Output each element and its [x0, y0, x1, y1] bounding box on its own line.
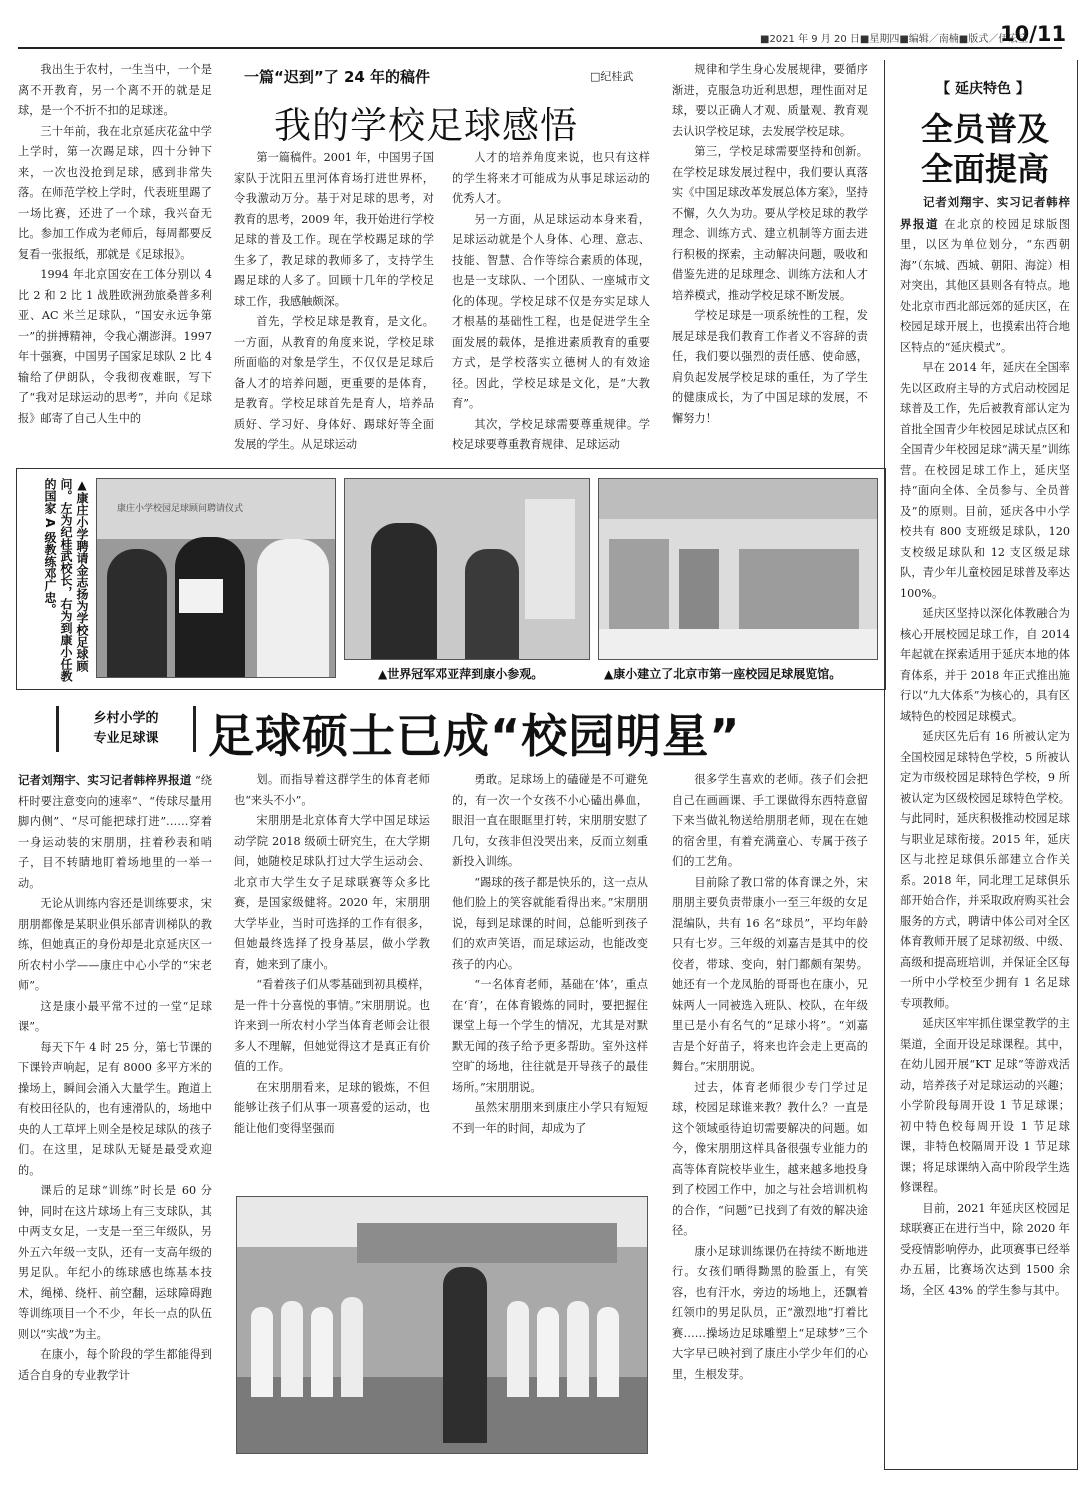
paragraph: 无论从训练内容还是训练要求，宋朋朋都像是某职业俱乐部青训梯队的教练，但她真正的身份却是北京延庆区一所农村小学——康庄中心小学的“宋老师”。: [18, 897, 212, 992]
paragraph: 延庆区坚持以深化体教融合为核心开展校园足球工作，自 2014 年起就在探索适用于延庆本地的体育体系，并于 2018 年正式推出施行以“九大体系”为核心的，具有区域特色的校园足球模式。: [900, 607, 1070, 723]
feature-bracket-line-1: 乡村小学的: [93, 711, 159, 726]
paragraph: 目前除了教口常的体育课之外，宋朋朋主要负责带康小一至三年级的女足混编队，共有 16 名“球员”，平均年龄只有七岁。三年级的刘嘉吉是其中的佼佼者，带球、变向，射门都颇有架势。她还有一个龙凤胎的哥哥也在康小，兄妹两人一同被选入班队、校队，在年级里已是小有名气的“足球小将”。“刘嘉吉是个好苗子，将来也许会走上更高的舞台。”宋朋朋说。: [672, 875, 868, 1073]
essay-col-1: [18, 60, 212, 458]
photo-visit: [344, 478, 590, 660]
paragraph: 延庆区先后有 16 所被认定为全国校园足球特色学校，5 所被认定为市级校园足球特色学校，9 所被认定为区级校园足球特色学校。与此同时，延庆积极推动校园足球与职业足球衔接。2015 年，延庆区与北控足球俱乐部建立合作关系。2018 年，同北理工足球俱乐部开始合作，并采取政府购买社会服务的方式，聘请中体公司对全区体育教师开展了足球初级、中级、高级和提高班培训，并保证全区每一所中小学校至少拥有 1 名足球专项教师。: [900, 730, 1070, 1010]
paragraph: “看着孩子们从零基础到初具模样，是一件十分喜悦的事情。”宋朋朋说。也许来到一所农村小学当体育老师会让很多人不理解，但她觉得这才是真正有价值的工作。: [234, 978, 430, 1073]
essay-col-4: [672, 60, 868, 458]
essay-title: 我的学校足球感悟: [274, 104, 578, 147]
caption-3: ▲康小建立了北京市第一座校园足球展览馆。: [604, 667, 842, 681]
feature-bracket: [56, 706, 196, 752]
paragraph: 康小足球训练课仍在持续不断地进行。女孩们晒得黝黑的脸蛋上，有笑容，也有汗水，旁边的场地上，还飘着红领巾的男足队员，正“激烈地”打着比赛……操场边足球雕塑上“足球梦”三个大字早已映衬到了康庄小学少年们的心里，生根发芽。: [672, 1244, 868, 1381]
paragraph: 第三，学校足球需要坚持和创新。在学校足球发展过程中，我们要认真落实《中国足球改革发展总体方案》，坚持不懈，久久为功。要从学校足球的教学理念、训练方式、建立机制等方面去进行积极的探索，主动解决问题，吸收和借鉴先进的足球理念、训练方法和人才培养模式，推动学校足球不断发展。: [672, 145, 868, 302]
paragraph: 在宋朋朋看来，足球的锻炼，不但能够让孩子们从事一项喜爱的运动，也能让他们变得坚强而: [234, 1080, 430, 1135]
paragraph: 虽然宋朋朋来到康庄小学只有短短不到一年的时间，却成为了: [452, 1101, 648, 1135]
paragraph: 其次，学校足球需要尊重规律。学校足球要尊重教育规律、足球运动: [452, 417, 650, 451]
feature-col-4: [672, 770, 868, 1460]
header-rule: [18, 47, 1062, 49]
paragraph: 我出生于农村，一生当中，一个是离不开教育，另一个离不开的就是足球，是一个不折不扣的足球迷。: [18, 63, 212, 117]
paragraph: 延庆区牢牢抓住课堂教学的主渠道，全面开设足球课程。其中，在幼儿园开展“KT 足球”等游戏活动，培养孩子对足球运动的兴趣；小学阶段每周开设 1 节足球课；初中特色校每周开设 1 节足球课，非特色校隔周开设 1 节足球课；将足球课纳入高中阶段学生选修课程。: [900, 1017, 1070, 1194]
paragraph: 早在 2014 年，延庆在全国率先以区政府主导的方式启动校园足球普及工作，先后被教育部认定为首批全国青少年校园足球试点区和全国青少年校园足球“满天星”训练营。在校园足球工作上，延庆坚持“面向全体、全员参与、全员普及”的原则。目前，延庆各中小学校共有 800 支班级足球队，120 支校级足球队和 12 支区级足球队，青少年儿童校园足球普及率达 100%。: [900, 361, 1070, 600]
paragraph: 过去，体育老师很少专门学过足球，校园足球谁来教？教什么？一直是这个领域亟待迫切需要解决的问题。如今，像宋朋朋这样具备很强专业能力的高等体育院校毕业生，越来越多地投身到了校园工作中，加之与社会培训机构的合作，“问题”已找到了有效的解决途径。: [672, 1080, 868, 1237]
feature-col-3: [452, 770, 648, 1192]
paragraph: 另一方面，从足球运动本身来看，足球运动就是个人身体、心理、意志、技能、智慧、合作等综合素质的体现，也是一支球队、一个团队、一座城市文化的体现。学校足球不仅是夯实足球人才根基的基础性工程，也是促进学生全面发展的载体，是推进素质教育的重要方式，是学校落实立德树人的有效途径。因此，学校足球是文化，是“大教育”。: [452, 212, 650, 410]
paragraph: 首先，学校足球是教育，是文化。一方面，从教育的角度来说，学校足球所面临的对象是学生，不仅仅是足球后备人才的培养问题，更重要的是体育，是教育。学校足球首先是育人，培养品质好、学习好、身体好、踢球好等全面发展的学生。从足球运动: [234, 315, 434, 451]
paragraph: 勇敢。足球场上的磕碰是不可避免的，有一次一个女孩不小心磕出鼻血，眼泪一直在眼眶里打转，宋朋朋安慰了几句，女孩非但没哭出来，反而立刻重新投入训练。: [452, 773, 648, 868]
paragraph: 每天下午 4 时 25 分，第七节课的下课铃声响起，足有 8000 多平方米的操场上，瞬间会涌入大量学生。跑道上有校田径队的，也有速滑队的，场地中央的人工草坪上则全是校足球队的孩子们。在这里，足球队无疑是最受欢迎的。: [18, 1040, 212, 1177]
feature-col-2: [234, 770, 430, 1192]
paragraph: 宋朋朋是北京体育大学中国足球运动学院 2018 级硕士研究生，在大学期间，她随校足球队打过大学生运动会、北京市大学生女子足球联赛等众多比赛，是国家级健将。2020 年，宋朋朋大学毕业，当时可选择的工作有很多，但她最终选择了投身基层，做小学教育，她来到了康小。: [234, 814, 430, 971]
paragraph: 1994 年北京国安在工体分别以 4 比 2 和 2 比 1 战胜欧洲劲旅桑普多利亚、AC 米兰足球队，“国安永远争第一”的拼搏精神，令我心潮澎湃。1997 年十强赛，中国男子国家足球队 2 比 4 输给了伊朗队，令我彻夜难眠，写下了“我对足球运动的思考”，并向《足球报》邮寄了自己人生中的: [18, 268, 212, 425]
paragraph: 规律和学生身心发展规律，要循序渐进，克服急功近利思想，理性面对足球，要以正确人才观、质量观、教育观去认识学校足球，去发展学校足球。: [672, 63, 868, 138]
caption-2: ▲世界冠军邓亚萍到康小参观。: [378, 667, 544, 681]
paragraph: “踢球的孩子都是快乐的，这一点从他们脸上的笑容就能看得出来。”宋朋朋说，每到足球课的时间，总能听到孩子们的欢声笑语，而足球运动，也能改变孩子的内心。: [452, 875, 648, 971]
page-number: 10/11: [1000, 22, 1067, 46]
plaque-banner: 康庄小学校园足球顾问聘请仪式: [117, 504, 244, 514]
sidebar-body-text: 在北京的校园足球版图里，以区为单位划分，“东西朝海”（东城、西城、朝阳、海淀）相对突出，其他区县则各有特点。地处北京市西北部远郊的延庆区，在校园足球开展上，也摸索出符合地区特点的“延庆模式”。 早在 2014 年，延庆在全国率先以区政府主导的方式启动校园足球普及工作，先后被教育部认定为首批全国青少年校园足球试点区和全国青少年校园足球“满天星”训练营。在校园足球工作上，延庆坚持“面向全体、全员参与、全员普及”的原则。目前，延庆各中小学校共有 800 支班级足球队，120 支校级足球队和 12 支区级足球队，青少年儿童校园足球普及率达 100%。 延庆区坚持以深化体教融合为核心开展校园足球工作，自 2014 年起就在探索适用于延庆本地的体育体系，并于 2018 年正式推出施行以“九大体系”为核心的，具有区域特色的校园足球模式。 延庆区先后有 16 所被认定为全国校园足球特色学校，5 所被认定为市级校园足球特色学校，9 所被认定为区级校园足球特色学校。与此同时，延庆积极推动校园足球与职业足球衔接。2015 年，延庆区与北控足球俱乐部建立合作关系。2018 年，同北理工足球俱乐部开始合作，并采取政府购买社会服务的方式，聘请中体公司对全区体育教师开展了足球初级、中级、高级和提高班培训，并保证全区每一所中小学校至少拥有 1 名足球专项教师。 延庆区牢牢抓住课堂教学的主渠道，全面开设足球课程。其中，在幼儿园开展“KT 足球”等游戏活动，培养孩子对足球运动的兴趣；小学阶段每周开设 1 节足球课；初中特色校每周开设 1 节足球课，非特色校隔周开设 1 节足球课；将足球课纳入高中阶段学生选修课程。 目前，2021 年延庆区校园足球联赛正在进行当中，除 2020 年受疫情影响停办，此项赛事已经举办五届，比赛场次达到 1500 余场，全区 43% 的学生参与其中。: [900, 218, 1070, 1302]
paragraph: 这是康小最平常不过的一堂“足球课”。: [18, 999, 212, 1033]
paragraph: 课后的足球“训练”时长是 60 分钟，同时在这片球场上有三支球队，其中两支女足，一支是一至三年级队，另外五六年级一支队，还有一支高年级的男足队。年纪小的练球感也练基本技术，绳梯、绕杆、前空翻，运球障碍跑等训练项目一个不少，年长一点的队伍则以“实战”为主。: [18, 1184, 212, 1341]
paragraph: 划。而指导着这群学生的体育老师也“来头不小”。: [234, 773, 430, 807]
sidebar-tag: 【 延庆特色 】: [936, 81, 1030, 97]
feature-col-1: [18, 770, 212, 1460]
caption-1: ▲康庄小学聘请金志扬为学校足球顾问。左为纪桂武校长，右为到康小任教的国家 A 级教练邓广忠。: [43, 478, 89, 682]
essay-byline: □纪桂武: [590, 70, 634, 83]
feature-bracket-line-2: 专业足球课: [93, 731, 159, 746]
paragraph: 目前，2021 年延庆区校园足球联赛正在进行当中，除 2020 年受疫情影响停办，此项赛事已经举办五届，比赛场次达到 1500 余场，全区 43% 的学生参与其中。: [900, 1201, 1070, 1297]
paragraph: 三十年前，我在北京延庆花盆中学上学时，第一次踢足球，四十分钟下来，一次也没抢到足球，感到非常失落。在师范学校上学时，代表班里踢了一场比赛，还进了一个球，我兴奋无比。参加工作成为老师后，每周都要反复看一张报纸，那就是《足球报》。: [18, 124, 212, 261]
photo-exhibition-hall: [598, 478, 878, 660]
sidebar-title-2: 全面提高: [920, 150, 1049, 188]
essay-col-3: [452, 148, 650, 458]
paragraph: 很多学生喜欢的老师。孩子们会把自己在画画课、手工课做得东西特意留下来当做礼物送给朋朋老师，现在在她的宿舍里，有着充满童心、专属于孩子们的工艺角。: [672, 773, 868, 868]
essay-col-2: [234, 148, 434, 458]
sidebar-title-1: 全员普及: [920, 110, 1049, 148]
dateline: ■2021 年 9 月 20 日■星期四■编辑／南楠■版式／伊宏宝: [760, 34, 1029, 45]
feature-title: 足球硕士已成“校园明星”: [208, 709, 741, 763]
paragraph: 人才的培养角度来说，也只有这样的学生将来才可能成为从事足球运动的优秀人才。: [452, 151, 650, 205]
paragraph: 学校足球是一项系统性的工程，发展足球是我们教育工作者义不容辞的责任，我们要以强烈的责任感、使命感，肩负起发展学校足球的重任，为了学生的健康成长，为了中国足球的发展，不懈努力！: [672, 309, 868, 425]
photo-training: [236, 1196, 648, 1454]
feature-col-1-text: “绕杆时要注意变向的速率”、“传球尽量用脚内侧”、“尽可能把球打进”……穿着一身运动装的宋朋朋，拄着秒表和哨子，目不转睛地盯着场地里的一举一动。 无论从训练内容还是训练要求，宋朋朋都像是某职业俱乐部青训梯队的教练，但她真正的身份却是北京延庆区一所农村小学——康庄中心小学的“宋老师”。 这是康小最平常不过的一堂“足球课”。 每天下午 4 时 25 分，第七节课的下课铃声响起，足有 8000 多平方米的操场上，瞬间会涌入大量学生。跑道上有校田径队的，也有速滑队的，场地中央的人工草坪上则全是校足球队的孩子们。在这里，足球队无疑是最受欢迎的。 课后的足球“训练”时长是 60 分钟，同时在这片球场上有三支球队，其中两支女足，一支是一至三年级队，另外五六年级一支队，还有一支高年级的男足队。年纪小的练球感也练基本技术，绳梯、绕杆、前空翻，运球障碍跑等训练项目一个不少，年长一点的队伍则以“实战”为主。 在康小，每个阶段的学生都能得到适合自身的专业教学计: [18, 774, 212, 1386]
paragraph: 在康小，每个阶段的学生都能得到适合自身的专业教学计: [18, 1348, 212, 1382]
sidebar-byline: 记者刘翔宇、实习记者韩梓界报道: [900, 195, 1070, 231]
paragraph: “一名体育老师，基础在‘体’，重点在‘育’，在体育锻炼的同时，要把握住课堂上每一个学生的情况，尤其是对默默无闻的孩子给予更多帮助。室外这样空旷的场地，往往就是开导孩子的最佳场所。”宋朋朋说。: [452, 978, 648, 1094]
essay-kicker: 一篇“迟到”了 24 年的稿件: [244, 68, 431, 86]
feature-byline: 记者刘翔宇、实习记者韩梓界报道: [18, 773, 192, 787]
sidebar-body: [900, 192, 1070, 1458]
photo-ceremony: [96, 478, 336, 678]
paragraph: 第一篇稿件。2001 年，中国男子国家队于沈阳五里河体育场打进世界杯，令我激动万分。基于对足球的思考，对教育的思考，2009 年，我开始进行学校足球的普及工作。现在学校踢足球的学生多了，教足球的教师多了，支持学生踢足球的人多了。回顾十几年的学校足球工作，我感触颇深。: [234, 151, 434, 308]
